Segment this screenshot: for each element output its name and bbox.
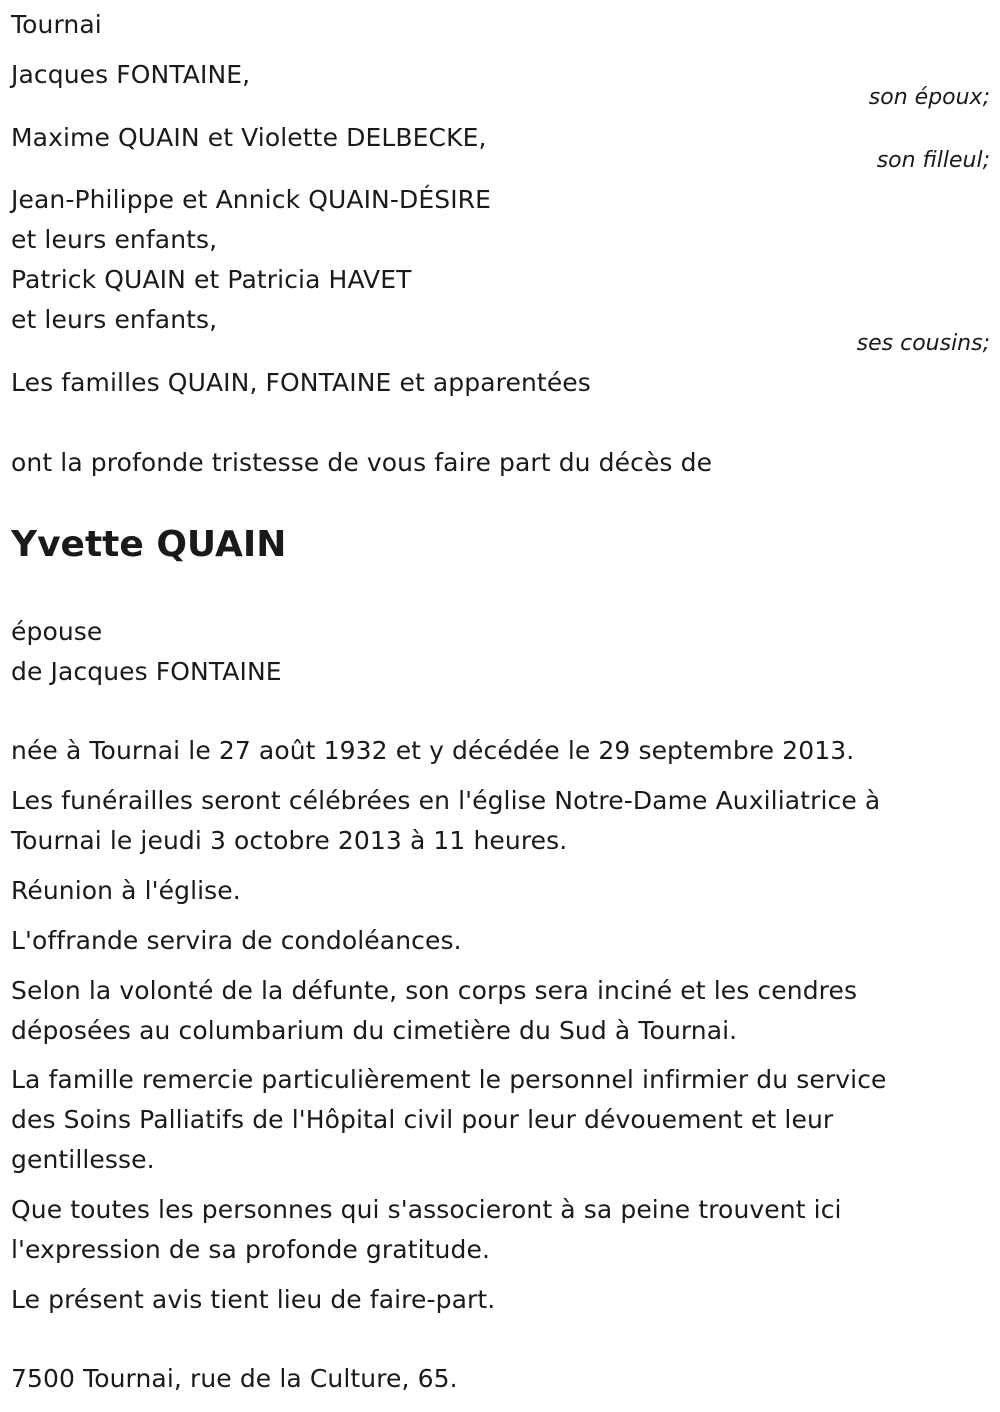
notice: Le présent avis tient lieu de faire-part. xyxy=(11,1285,496,1314)
address: 7500 Tournai, rue de la Culture, 65. xyxy=(11,1364,458,1393)
relation-line-2: de Jacques FONTAINE xyxy=(11,657,282,686)
thanks-line-3: gentillesse. xyxy=(11,1145,155,1174)
offering: L'offrande servira de condoléances. xyxy=(11,926,462,955)
wish-line-1: Selon la volonté de la défunte, son corps sera inciné et les cendres xyxy=(11,976,858,1005)
announcement: ont la profonde tristesse de vous faire part du décès de xyxy=(11,448,713,477)
city-heading: Tournai xyxy=(11,10,102,39)
meeting: Réunion à l'église. xyxy=(11,876,241,905)
deceased-name: Yvette QUAIN xyxy=(11,524,287,565)
cousin-1: Jean-Philippe et Annick QUAIN-DÉSIRE xyxy=(11,185,492,214)
godson-role: son filleul; xyxy=(876,148,990,173)
funeral-line-1: Les funérailles seront célébrées en l'église Notre-Dame Auxiliatrice à xyxy=(11,786,881,815)
spouse-name: Jacques FONTAINE, xyxy=(11,60,251,89)
funeral-line-2: Tournai le jeudi 3 octobre 2013 à 11 heures. xyxy=(11,826,568,855)
cousins-role: ses cousins; xyxy=(856,331,990,356)
thanks-line-1: La famille remercie particulièrement le personnel infirmier du service xyxy=(11,1065,887,1094)
wish-line-2: déposées au columbarium du cimetière du Sud à Tournai. xyxy=(11,1016,738,1045)
gratitude-line-2: l'expression de sa profonde gratitude. xyxy=(11,1235,490,1264)
godson-name: Maxime QUAIN et Violette DELBECKE, xyxy=(11,123,487,152)
relation-line-1: épouse xyxy=(11,617,103,646)
cousin-2: Patrick QUAIN et Patricia HAVET xyxy=(11,265,412,294)
cousin-1-kids: et leurs enfants, xyxy=(11,225,218,254)
families: Les familles QUAIN, FONTAINE et apparentées xyxy=(11,368,591,397)
spouse-role: son époux; xyxy=(868,85,990,110)
cousin-2-kids: et leurs enfants, xyxy=(11,305,218,334)
gratitude-line-1: Que toutes les personnes qui s'associeront à sa peine trouvent ici xyxy=(11,1195,842,1224)
birth-death: née à Tournai le 27 août 1932 et y décédée le 29 septembre 2013. xyxy=(11,736,855,765)
thanks-line-2: des Soins Palliatifs de l'Hôpital civil pour leur dévouement et leur xyxy=(11,1105,834,1134)
